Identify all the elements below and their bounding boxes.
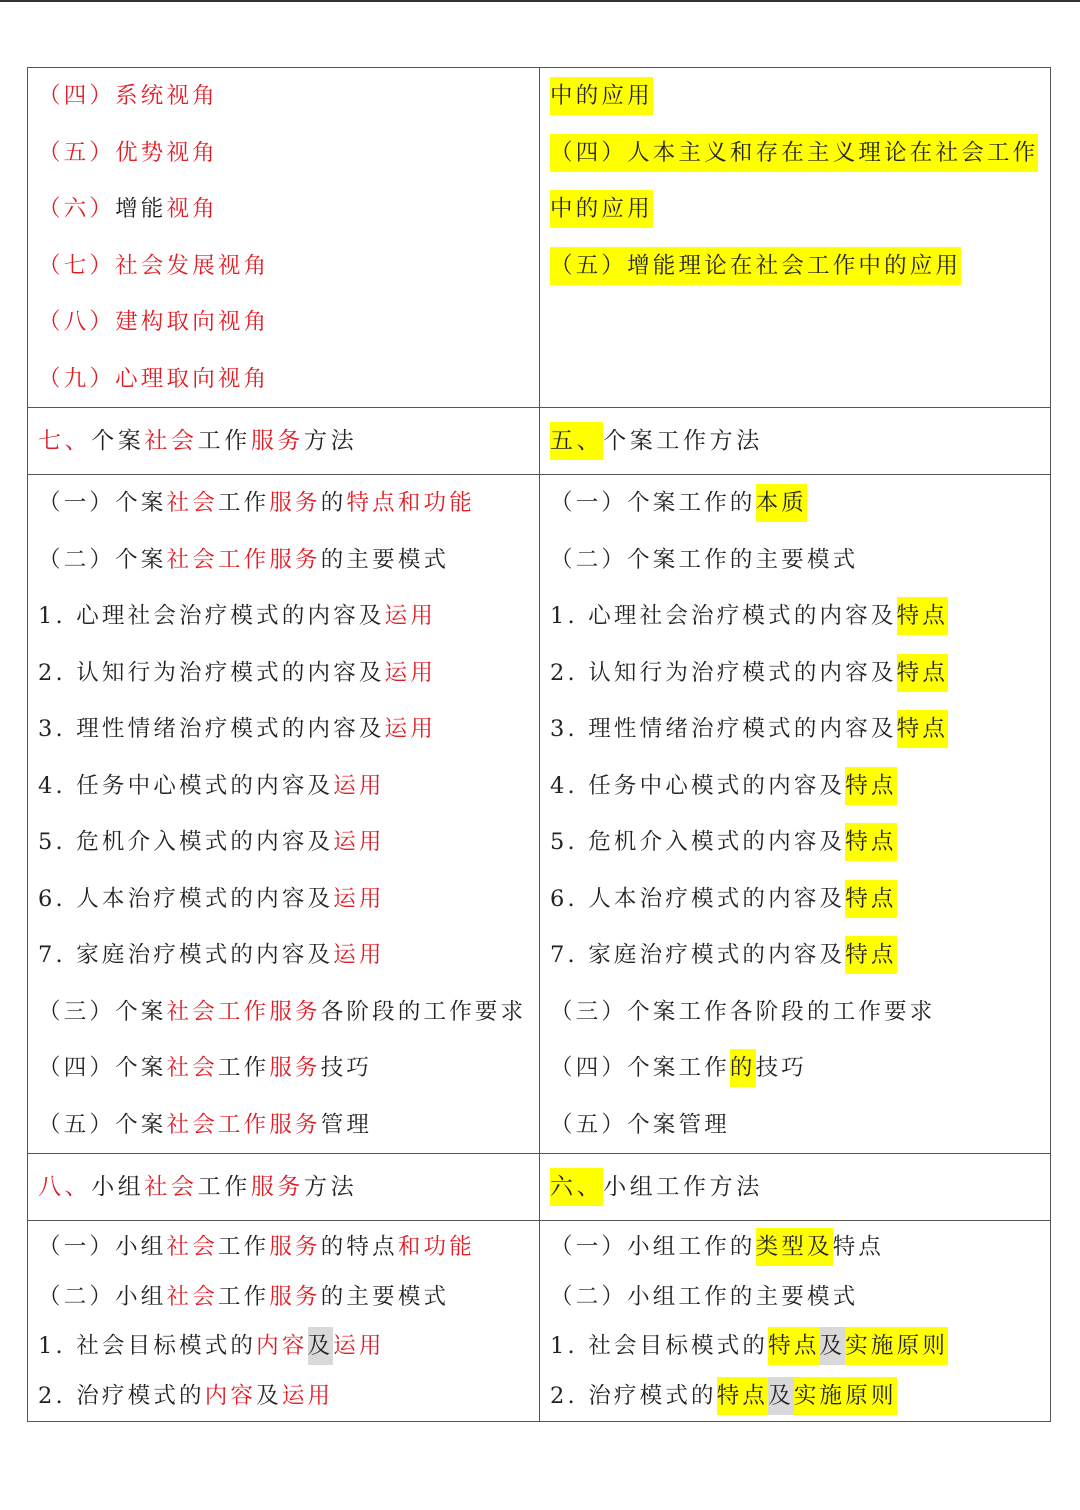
text-segment: 运用: [333, 885, 385, 912]
outline-item: [550, 588, 1040, 645]
text-segment: 个案: [91, 428, 145, 454]
text-segment: 7. 家庭治疗模式的内容及: [550, 942, 846, 968]
comparison-table: [27, 67, 1051, 1422]
outline-item: [550, 758, 1040, 815]
text-segment: （二）个案: [38, 546, 167, 573]
left-column-cell: [28, 1221, 540, 1422]
text-segment: 运用: [333, 772, 385, 799]
text-segment: 服务: [250, 428, 305, 454]
text-segment: 的主要模式: [320, 1283, 450, 1310]
text-segment: （二）个案工作的主要模式: [550, 546, 859, 573]
section-heading-row: [28, 408, 1051, 475]
text-segment: 2. 治疗模式的: [38, 1382, 205, 1409]
outline-item: [38, 68, 529, 125]
text-segment: 方法: [304, 428, 358, 454]
highlighted-text: 的: [730, 1049, 756, 1087]
text-segment: （二）小组: [38, 1283, 167, 1310]
text-segment: 工作: [197, 1174, 251, 1200]
text-segment: 工作: [217, 1283, 270, 1310]
highlighted-text: 特点: [845, 823, 896, 861]
left-column-cell: [28, 68, 540, 408]
outline-item: [38, 125, 529, 182]
text-segment: 方法: [304, 1174, 358, 1200]
text-segment: 1. 心理社会治疗模式的内容及: [38, 603, 385, 629]
outline-item: [38, 645, 529, 702]
text-segment: 4. 任务中心模式的内容及: [550, 772, 846, 799]
content-row: [28, 1221, 1051, 1422]
outline-item: [38, 588, 529, 645]
highlighted-text: 六、: [550, 1168, 603, 1206]
text-segment: 内容: [256, 1333, 308, 1359]
right-column-cell: [540, 1221, 1051, 1422]
text-segment: 八、: [38, 1174, 92, 1200]
section-title: [550, 1154, 1040, 1220]
text-segment: 服务: [269, 1055, 321, 1081]
text-segment: 特点: [832, 1234, 885, 1260]
highlighted-text: 特点: [845, 880, 896, 918]
highlighted-text: （五）增能理论在社会工作中的应用: [550, 247, 961, 285]
highlighted-text: 特点: [845, 936, 896, 974]
text-segment: 运用: [333, 829, 385, 855]
text-segment: 运用: [384, 659, 437, 686]
text-segment: 3. 理性情绪治疗模式的内容及: [38, 716, 385, 742]
text-segment: 服务: [269, 490, 321, 516]
section-title: [550, 408, 1040, 474]
text-segment: 的主要模式: [320, 546, 450, 573]
text-segment: 1. 社会目标模式的: [550, 1333, 769, 1359]
outline-item: [38, 701, 529, 758]
outline-item: [38, 351, 529, 408]
text-segment: 增能: [115, 196, 167, 222]
outline-item: [38, 927, 529, 984]
outline-item: [38, 1223, 529, 1273]
outline-item: [550, 1223, 1040, 1273]
outline-item: [550, 871, 1040, 928]
text-segment: （一）小组工作的: [550, 1234, 756, 1260]
text-segment: 5. 危机介入模式的内容及: [550, 829, 846, 855]
outline-item: [38, 475, 529, 532]
section-heading-row: [28, 1154, 1051, 1221]
text-segment: 服务: [269, 1234, 321, 1260]
text-segment: 7. 家庭治疗模式的内容及: [38, 942, 334, 968]
text-segment: 社会: [144, 1174, 198, 1200]
outline-item: [38, 294, 529, 351]
highlighted-text: 中的应用: [550, 77, 653, 115]
highlighted-text: 及: [308, 1327, 334, 1365]
text-segment: 社会: [166, 1055, 218, 1081]
highlighted-text: 五、: [550, 422, 603, 460]
text-segment: 运用: [333, 942, 385, 968]
highlighted-text: 本质: [756, 484, 807, 522]
outline-item: [38, 871, 529, 928]
text-segment: （四）个案: [38, 1055, 167, 1081]
text-segment: 及: [256, 1382, 282, 1409]
section-title: [38, 1154, 529, 1220]
text-segment: （五）个案: [38, 1111, 167, 1138]
text-segment: （一）个案: [38, 490, 167, 516]
outline-item: [38, 1273, 529, 1323]
text-segment: 运用: [281, 1382, 334, 1409]
text-segment: （八）建构取向视角: [38, 309, 270, 335]
outline-item: [38, 984, 529, 1041]
text-segment: （三）个案工作各阶段的工作要求: [550, 998, 936, 1025]
text-segment: 社会: [166, 1283, 218, 1310]
outline-item: [38, 1322, 529, 1372]
highlighted-text: 实施原则: [845, 1327, 948, 1365]
right-column-cell: [540, 475, 1051, 1154]
outline-item: [550, 238, 1040, 295]
outline-item: [550, 68, 1040, 125]
left-column-cell: [28, 475, 540, 1154]
outline-item: [38, 181, 529, 238]
top-border-line: [0, 0, 1080, 2]
text-segment: （三）个案: [38, 998, 167, 1025]
outline-item: [550, 181, 1040, 238]
text-segment: （四）系统视角: [38, 83, 218, 109]
outline-item: [550, 1372, 1040, 1422]
content-row: [28, 68, 1051, 408]
highlighted-text: 及: [820, 1327, 846, 1365]
text-segment: 1. 社会目标模式的: [38, 1333, 257, 1359]
text-segment: 社会: [166, 1234, 218, 1260]
text-segment: 技巧: [320, 1055, 373, 1081]
text-segment: 社会: [144, 428, 198, 454]
text-segment: 社会工作服务: [166, 546, 321, 573]
text-segment: 1. 心理社会治疗模式的内容及: [550, 603, 897, 629]
highlighted-text: 类型及: [756, 1228, 833, 1266]
outline-item: [38, 1097, 529, 1154]
text-segment: 工作: [217, 1055, 270, 1081]
outline-item: [550, 1097, 1040, 1154]
text-segment: 个案工作方法: [603, 428, 763, 454]
outline-item: [550, 645, 1040, 702]
text-segment: （二）小组工作的主要模式: [550, 1283, 859, 1310]
highlighted-text: 特点: [897, 710, 948, 748]
text-segment: （四）个案工作: [550, 1055, 730, 1081]
highlighted-text: 及: [768, 1377, 794, 1415]
text-segment: 工作: [217, 1234, 270, 1260]
highlighted-text: 中的应用: [550, 190, 653, 228]
outline-item: [38, 1372, 529, 1422]
outline-item: [38, 532, 529, 589]
highlighted-text: 实施原则: [794, 1377, 897, 1415]
text-segment: 3. 理性情绪治疗模式的内容及: [550, 716, 897, 742]
text-segment: （五）个案管理: [550, 1111, 730, 1138]
highlighted-text: （四）人本主义和存在主义理论在社会工作: [550, 134, 1038, 172]
text-segment: 工作: [217, 490, 270, 516]
highlighted-text: 特点: [897, 597, 948, 635]
outline-item: [550, 125, 1040, 182]
right-column-cell: [540, 408, 1051, 475]
outline-item: [38, 758, 529, 815]
text-segment: 的: [320, 490, 347, 516]
text-segment: （五）优势视角: [38, 139, 218, 166]
text-segment: 和功能: [397, 1234, 475, 1260]
text-segment: 小组: [91, 1174, 145, 1200]
text-segment: 技巧: [755, 1055, 808, 1081]
outline-item: [550, 1040, 1040, 1097]
text-segment: （一）小组: [38, 1234, 167, 1260]
text-segment: 视角: [166, 196, 218, 222]
text-segment: 2. 认知行为治疗模式的内容及: [38, 659, 385, 686]
highlighted-text: 特点: [897, 654, 948, 692]
outline-item: [38, 1040, 529, 1097]
outline-item: [550, 927, 1040, 984]
content-row: [28, 475, 1051, 1154]
outline-item: [550, 984, 1040, 1041]
text-segment: 服务: [269, 1283, 321, 1310]
text-segment: 社会工作服务: [166, 998, 321, 1025]
outline-item: [550, 701, 1040, 758]
text-segment: 运用: [384, 716, 437, 742]
right-column-cell: [540, 1154, 1051, 1221]
text-segment: 5. 危机介入模式的内容及: [38, 829, 334, 855]
text-segment: 6. 人本治疗模式的内容及: [550, 885, 846, 912]
text-segment: 2. 治疗模式的: [550, 1382, 717, 1409]
left-column-cell: [28, 408, 540, 475]
text-segment: （六）: [38, 196, 116, 222]
text-segment: 社会: [166, 490, 218, 516]
text-segment: 2. 认知行为治疗模式的内容及: [550, 659, 897, 686]
left-column-cell: [28, 1154, 540, 1221]
highlighted-text: 特点: [717, 1377, 768, 1415]
text-segment: 内容: [204, 1382, 257, 1409]
text-segment: （一）个案工作的: [550, 490, 756, 516]
outline-item: [550, 814, 1040, 871]
outline-item: [550, 475, 1040, 532]
section-title: [38, 408, 529, 474]
outline-item: [38, 238, 529, 295]
outline-item: [550, 1273, 1040, 1323]
text-segment: 的特点: [320, 1234, 398, 1260]
text-segment: 小组工作方法: [603, 1174, 763, 1200]
text-segment: 运用: [384, 603, 437, 629]
outline-item: [550, 1322, 1040, 1372]
outline-item: [550, 532, 1040, 589]
text-segment: 社会工作服务: [166, 1111, 321, 1138]
text-segment: 4. 任务中心模式的内容及: [38, 772, 334, 799]
text-segment: 特点和功能: [346, 490, 475, 516]
text-segment: 工作: [197, 428, 251, 454]
text-segment: 6. 人本治疗模式的内容及: [38, 885, 334, 912]
right-column-cell: [540, 68, 1051, 408]
text-segment: 七、: [38, 428, 92, 454]
text-segment: 管理: [320, 1111, 373, 1138]
text-segment: （七）社会发展视角: [38, 252, 270, 279]
text-segment: （九）心理取向视角: [38, 365, 270, 392]
text-segment: 服务: [250, 1174, 305, 1200]
text-segment: 运用: [333, 1333, 385, 1359]
text-segment: 各阶段的工作要求: [320, 998, 527, 1025]
highlighted-text: 特点: [768, 1327, 819, 1365]
highlighted-text: 特点: [845, 767, 896, 805]
outline-item: [38, 814, 529, 871]
